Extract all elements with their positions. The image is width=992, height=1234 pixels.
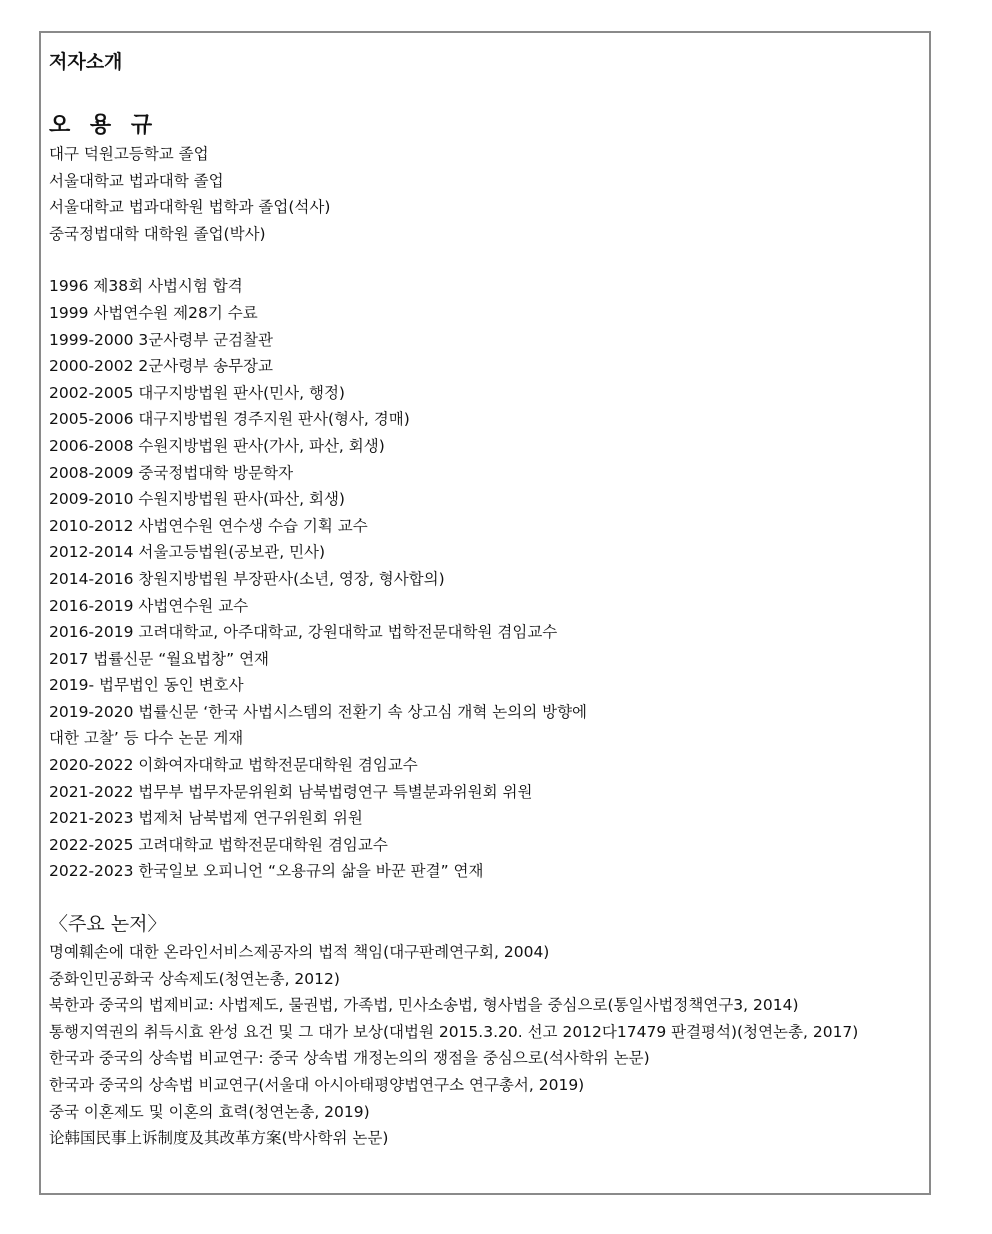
work-item: 통행지역권의 취득시효 완성 요건 및 그 대가 보상(대법원 2015.3.20. 선고 2012다17479 판결평석)(청연논총, 2017): [49, 1022, 859, 1041]
career-item: 2009-2010 수원지방법원 판사(파산, 회생): [49, 490, 345, 509]
career-item: 2006-2008 수원지방법원 판사(가사, 파산, 회생): [49, 436, 385, 455]
career-item: 2021-2022 법무부 법무자문위원회 남북법령연구 특별분과위원회 위원: [49, 782, 533, 801]
section-title: 저자소개: [49, 51, 123, 73]
career-item: 2012-2014 서울고등법원(공보관, 민사): [49, 543, 326, 562]
career-item: 2019-2020 법률신문 ‘한국 사법시스템의 전환기 속 상고심 개혁 논의의 방향에: [49, 702, 588, 721]
career-item: 2016-2019 사법연수원 교수: [49, 596, 249, 615]
career-item: 2021-2023 법제처 남북법제 연구위원회 위원: [49, 809, 363, 828]
career-item: 2002-2005 대구지방법원 판사(민사, 행정): [49, 383, 345, 402]
work-item: 중화인민공화국 상속제도(청연논총, 2012): [49, 969, 340, 988]
education-item: 중국정법대학 대학원 졸업(박사): [49, 224, 266, 243]
education-item: 서울대학교 법과대학 졸업: [49, 171, 224, 190]
work-item: 论韩国民事上诉制度及其改革方案(박사학위 논문): [49, 1129, 389, 1148]
author-profile-content: [49, 47, 921, 1152]
career-item: 2008-2009 중국정법대학 방문학자: [49, 463, 294, 482]
career-item: 2017 법률신문 “월요법창” 연재: [49, 649, 270, 668]
career-item: 2022-2023 한국일보 오피니언 “오용규의 삶을 바꾼 판결” 연재: [49, 862, 484, 881]
career-item: 2014-2016 창원지방법원 부장판사(소년, 영장, 형사합의): [49, 569, 445, 588]
works-list: [49, 939, 921, 1152]
work-item: 중국 이혼제도 및 이혼의 효력(청연논총, 2019): [49, 1102, 370, 1121]
author-profile-box: [39, 31, 931, 1195]
career-item: 2005-2006 대구지방법원 경주지원 판사(형사, 경매): [49, 410, 410, 429]
career-item: 2020-2022 이화여자대학교 법학전문대학원 겸임교수: [49, 756, 418, 775]
work-item: 한국과 중국의 상속법 비교연구: 중국 상속법 개정논의의 쟁점을 중심으로(석사학위 논문): [49, 1049, 650, 1068]
author-name: 오 용 규: [49, 113, 159, 138]
career-item: 2000-2002 2군사령부 송무장교: [49, 357, 273, 376]
education-item: 서울대학교 법과대학원 법학과 졸업(석사): [49, 198, 331, 217]
career-item: 1999 사법연수원 제28기 수료: [49, 303, 258, 322]
education-list: [49, 141, 921, 247]
career-item: 1999-2000 3군사령부 군검찰관: [49, 330, 273, 349]
works-heading: 〈주요 논저〉: [49, 913, 167, 936]
work-item: 명예훼손에 대한 온라인서비스제공자의 법적 책임(대구판례연구회, 2004): [49, 943, 550, 962]
education-item: 대구 덕원고등학교 졸업: [49, 145, 209, 163]
career-item: 2019- 법무법인 동인 변호사: [49, 676, 244, 695]
career-item: 대한 고찰’ 등 다수 논문 게재: [49, 729, 244, 748]
career-item: 2022-2025 고려대학교 법학전문대학원 겸임교수: [49, 835, 388, 854]
work-item: 한국과 중국의 상속법 비교연구(서울대 아시아태평양법연구소 연구총서, 2019): [49, 1076, 585, 1094]
career-item: 2010-2012 사법연수원 연수생 수습 기획 교수: [49, 516, 368, 535]
career-list: [49, 273, 921, 885]
career-item: 1996 제38회 사법시험 합격: [49, 277, 243, 296]
work-item: 북한과 중국의 법제비교: 사법제도, 물권법, 가족법, 민사소송법, 형사법을 중심으로(통일사법정책연구3, 2014): [49, 996, 799, 1015]
career-item: 2016-2019 고려대학교, 아주대학교, 강원대학교 법학전문대학원 겸임교수: [49, 623, 558, 642]
